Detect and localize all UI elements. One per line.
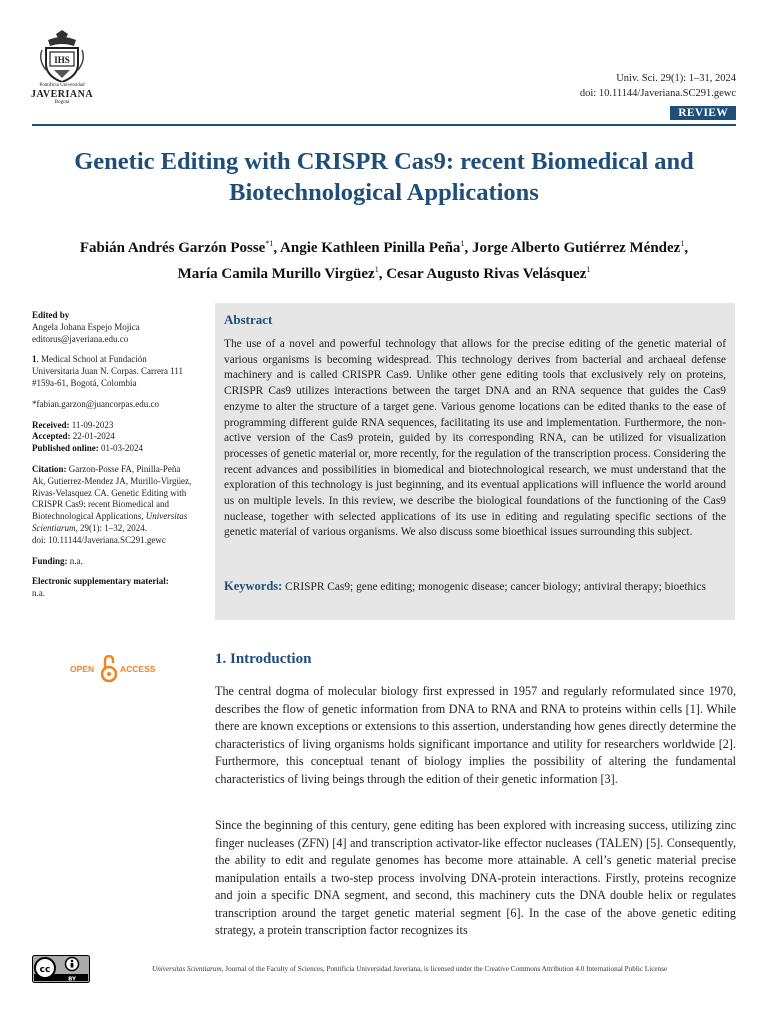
citation-tail: , 29(1): 1–32, 2024.	[75, 522, 147, 533]
citation-doi[interactable]: doi: 10.11144/Javeriana.SC291.gewc	[32, 534, 166, 545]
logo-line-2: JAVERIANA	[30, 89, 94, 100]
author-affiliation-mark: 1	[586, 265, 591, 274]
keywords-list: CRISPR Cas9; gene editing; monogenic disease; cancer biology; antiviral therapy; bioethics	[282, 581, 706, 593]
doi-line[interactable]: doi: 10.11144/Javeriana.SC291.gewc	[579, 88, 736, 99]
author-affiliation-mark: *1	[265, 239, 274, 248]
author-list	[20, 233, 748, 285]
citation-line: Univ. Sci. 29(1): 1–31, 2024	[616, 73, 736, 84]
section-heading-introduction: 1. Introduction	[215, 651, 312, 667]
logo-line-3: Bogotá	[54, 100, 70, 105]
author-separator: ,	[464, 240, 472, 256]
citation-label: Citation:	[32, 463, 67, 474]
editor-name: Angela Johana Espejo Mojica	[32, 321, 140, 332]
header-divider	[32, 124, 736, 126]
citation-block	[32, 464, 192, 547]
author-affiliation-mark: 1	[680, 239, 685, 248]
abstract-heading: Abstract	[224, 312, 273, 327]
university-logo	[30, 30, 94, 106]
funding-value: n.a.	[67, 555, 83, 566]
open-access-left: OPEN	[70, 664, 95, 674]
open-lock-icon	[101, 655, 117, 683]
affiliation-number: 1	[32, 354, 37, 365]
open-access-logo	[70, 655, 160, 685]
author-separator: ,	[273, 240, 281, 256]
cc-by-label: BY	[68, 976, 76, 983]
author-name: Fabián Andrés Garzón Posse	[79, 240, 266, 256]
author-affiliation-mark: 1	[374, 265, 379, 274]
affiliation	[32, 354, 192, 389]
editor-info	[32, 310, 192, 345]
license-footer	[152, 965, 667, 973]
funding-label: Funding:	[32, 555, 68, 566]
affiliation-text: . Medical School at Fundación Universitaria Juan N. Corpas. Carrera 111 #159a-61, Bogotá, Colombia	[32, 354, 184, 388]
open-access-right: ACCESS	[120, 664, 156, 674]
footer-journal: Universitas Scientiarum	[152, 965, 222, 973]
supplementary-value: n.a.	[32, 588, 45, 599]
received-label: Received:	[32, 419, 70, 430]
author-name: Cesar Augusto Rivas Velásquez	[386, 266, 587, 282]
article-title: Genetic Editing with CRISPR Cas9: recent Biomedical and Biotechnological Applications	[74, 148, 694, 206]
funding	[32, 556, 192, 568]
crest-icon	[38, 30, 86, 82]
journal-info	[580, 71, 736, 101]
supplementary-label: Electronic supplementary material:	[32, 576, 169, 587]
cc-by-license-badge[interactable]	[32, 955, 90, 983]
accepted-label: Accepted:	[32, 431, 71, 442]
svg-text:cc: cc	[39, 965, 51, 975]
abstract-text: The use of a novel and powerful technology that allows for the precise editing of the genetic material of various organisms is becoming widespread. This technology derives from bacterial and archaeal defense machinery and is called CRISPR Cas9. Unlike other gene editing tools that exclusively rely on proteins, CRISPR Cas9 utilizes interactions between the target DNA and an RNA sequence that guides the Cas9 enzyme to alter the structure of a target gene. Various genome locations can be edited thanks to the ease of programming different guide RNA sequences, facilitating its use and implementation. Furthermore, the non-active version of the Cas9 protein, guided by its corresponding RNA, can be utilized for visualization processes of genetic material or, more recently, for the regulation of the transcription process. Considering the recent advances and possibilities in biomedical and biotechnological research, we must understand that the exploration of this technology is just beginning, and its eventual applications will influence the world around us on multiple levels. In this review, we describe the biological foundations of the functioning of the Cas9 nuclease, together with selected applications of its use in editing and regulating specific sections of the genetic material of various organisms. We also discuss some bioethical issues surrounding this subject.	[224, 338, 726, 539]
citation-journal: Universitas Scientiarum	[32, 511, 188, 533]
author-separator: ,	[378, 266, 387, 282]
author-name: María Camila Murillo Virgüez	[177, 266, 375, 282]
author-name: Jorge Alberto Gutiérrez Méndez	[471, 240, 681, 256]
published-label: Published online:	[32, 443, 99, 454]
edited-by-label: Edited by	[32, 310, 70, 320]
footer-license-text: , Journal of the Faculty of Sciences, Pontificia Universidad Javeriana, is licensed under the Creative Commons Attribution 4.0 International Public License	[221, 965, 668, 973]
supplementary	[32, 576, 192, 600]
editor-email[interactable]: editorus@javeriana.edu.co	[32, 333, 129, 344]
creative-commons-icon	[32, 955, 90, 983]
citation-text: Garzon-Posse FA, Pinilla-Peña Ak, Gutierrez-Mendez JA, Murillo-Virgüez, Rivas-Velasquez CA. Genetic Editing with CRISPR Cas9: recent Biomedical and Biotechnological Applications,	[32, 463, 192, 522]
received-value: 11-09-2023	[69, 419, 114, 430]
author-name: Angie Kathleen Pinilla Peña	[280, 240, 461, 256]
author-affiliation-mark: 1	[460, 239, 465, 248]
keywords-label: Keywords:	[224, 579, 283, 593]
accepted-value: 22-01-2024	[70, 431, 115, 442]
intro-paragraph-1: The central dogma of molecular biology first expressed in 1957 and regularly reformulated since 1970, describes the flow of genetic information from DNA to RNA and RNA to proteins within cells [1]. While there are known exceptions or extensions to this assertion, understanding how genes directly determine the characteristics of living organisms holds significant importance and utility for researchers worldwide [2]. Furthermore, this conceptual tenant of biology implies the possibility of altering the fundamental characteristics of living beings through the edition of their genetic information [3].	[215, 684, 736, 786]
author-separator: ,	[684, 240, 689, 256]
article-sidebar	[32, 310, 192, 609]
corresponding-email[interactable]: *fabian.garzon@juancorpas.edu.co	[32, 398, 159, 409]
keywords	[224, 579, 726, 595]
svg-text:IHS: IHS	[54, 55, 70, 65]
intro-paragraph-2: Since the beginning of this century, gene editing has been explored with increasing success, utilizing zinc finger nucleases (ZFN) [4] and transcription activator-like effector nucleases (TALEN) [5]. Consequently, the ability to edit and regulate genomes has become more attainable. A cell’s genetic material precise manipulation entails a two-step process involving DNA-protein interactions. Firstly, proteins recognize and join a specific DNA segment, and second, this machinery cuts the DNA double helix or regulates transcription around the target genetic material segment [6]. In the case of the above genetic editing strategy, a protein transcription factor recognizes its	[215, 818, 736, 937]
published-value: 01-03-2024	[98, 443, 144, 454]
logo-line-1: Pontificia Universidad	[39, 83, 85, 88]
dates	[32, 420, 192, 455]
article-type-badge: REVIEW	[670, 106, 736, 120]
